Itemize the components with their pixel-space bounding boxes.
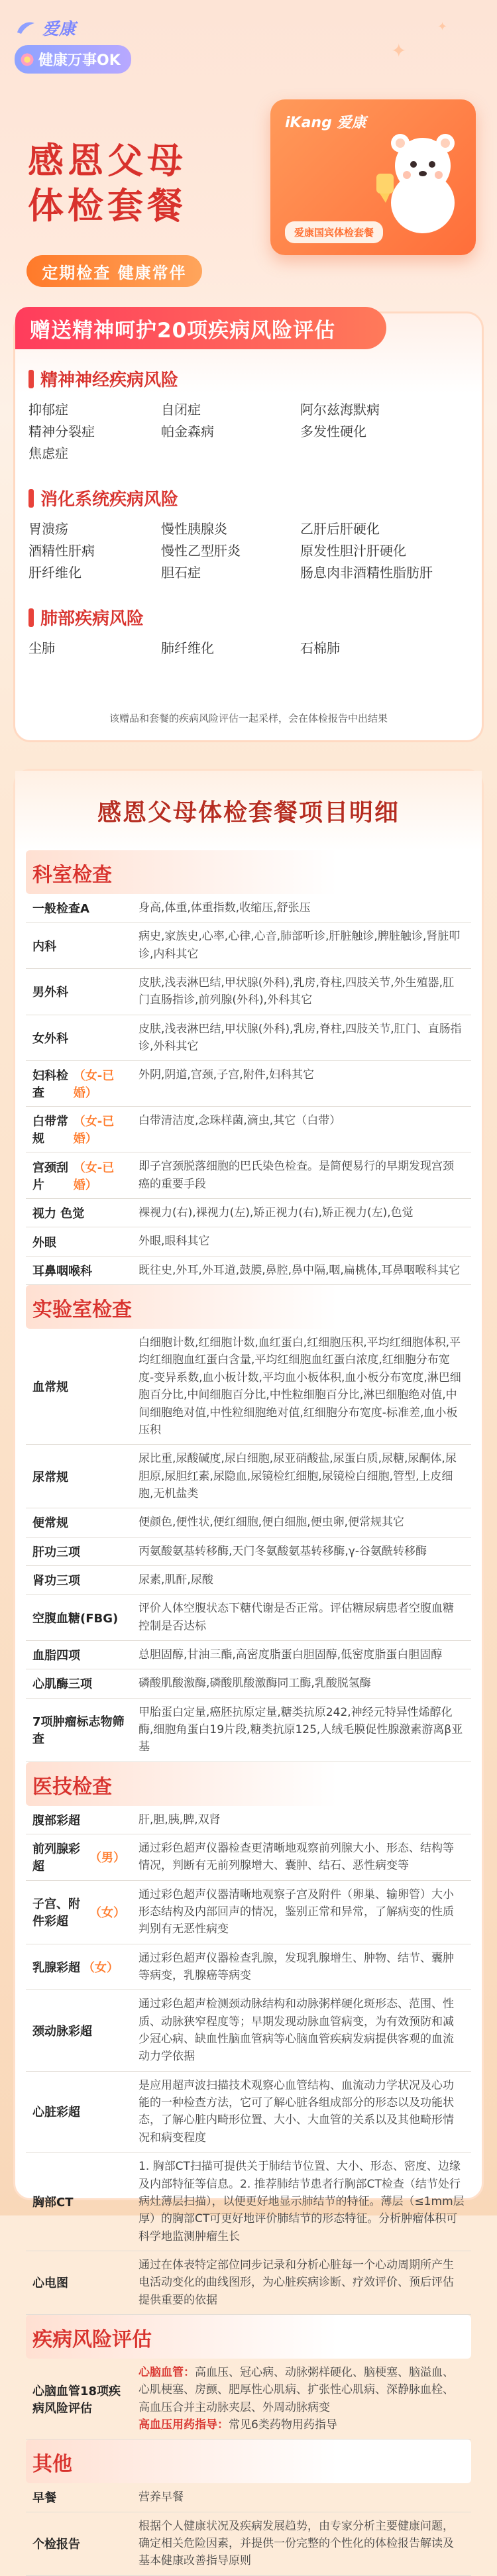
item-description: 裸视力(右),裸视力(左),矫正视力(右),矫正视力(左),色觉 <box>138 1206 414 1220</box>
risk-item: 酒精性肝病 <box>28 543 95 559</box>
item-description: 病史,家族史,心率,心律,心音,肺部听诊,肝脏触诊,脾脏触诊,肾脏叩诊,内科其它 <box>138 930 461 961</box>
table-row <box>26 1107 471 1152</box>
table-row <box>26 1061 471 1107</box>
risk-category-title <box>28 366 469 391</box>
risk-text: 常见6类药物用药指导 <box>229 2418 337 2432</box>
item-name-text: 妇科检查 <box>32 1069 68 1101</box>
table-row <box>26 1329 471 1445</box>
slogan-pill <box>15 45 131 74</box>
item-name <box>26 969 132 1015</box>
item-name <box>26 2483 132 2511</box>
item-description: 丙氨酸氨基转移酶,天门冬氨酸氨基转移酶,γ-谷氨酰转移酶 <box>138 1544 427 1558</box>
risk-assessment-panel <box>13 311 484 742</box>
item-name <box>26 1881 132 1944</box>
item-name-text: 心脏彩超 <box>32 2105 80 2120</box>
brand-name: 爱康 <box>42 19 76 38</box>
item-name <box>26 1508 132 1536</box>
item-description: 1. 胸部CT扫描可提供关于肺结节位置、大小、形态、密度、边缘及内部特征等信息。2. 推荐肺结节患者行胸部CT检查（结节处行病灶薄层扫描），以便更好地显示肺结节的特征。薄层（≤1mm层厚）的胸部CT可更好地评价肺结节的形态特征。分析肿瘤体积可科学地监测肿瘤生长 <box>138 2160 465 2243</box>
item-name-text: 女外科 <box>32 1032 68 1046</box>
table-row <box>26 2153 471 2251</box>
card-subtitle: 爱康国宾体检套餐 <box>285 221 383 243</box>
risk-item: 肠息肉非酒精性脂肪肝 <box>300 565 433 581</box>
item-description: 通过彩色超声仪器检查乳腺，发现乳腺增生、肿物、结节、囊肿等病变，乳腺癌等病变 <box>138 1951 454 1983</box>
item-name-text: 前列腺彩超 <box>32 1842 80 1874</box>
risk-item-grid <box>28 638 469 657</box>
item-name-text: 心脑血管18项疾病风险评估 <box>32 2384 121 2416</box>
item-name-text: 7项肿瘤标志物筛查 <box>32 1715 125 1747</box>
item-description: 磷酸肌酸激酶,磷酸肌酸激酶同工酶,乳酸脱氢酶 <box>138 1677 371 1691</box>
item-name-text: 尿常规 <box>32 1470 68 1484</box>
item-description: 既往史,外耳,外耳道,鼓膜,鼻腔,鼻中隔,咽,扁桃体,耳鼻咽喉科其它 <box>138 1263 461 1277</box>
risk-category-lung <box>28 605 469 657</box>
item-name <box>26 1227 132 1255</box>
item-name-text: 心电图 <box>32 2276 68 2291</box>
table-row <box>26 2512 471 2576</box>
table-row <box>26 1699 471 1762</box>
table-row <box>26 1806 471 1834</box>
table-row <box>26 1508 471 1537</box>
table-row <box>26 1015 471 1062</box>
category-bar-icon <box>28 489 34 508</box>
item-name <box>26 1595 132 1640</box>
risk-item: 胃溃疡 <box>28 521 68 537</box>
item-name-text: 外眼 <box>32 1235 56 1250</box>
item-name <box>26 1699 132 1762</box>
item-name <box>26 1566 132 1594</box>
table-row <box>26 1199 471 1227</box>
table-row <box>26 1641 471 1669</box>
item-name <box>26 1152 132 1198</box>
item-description: 外眼,眼科其它 <box>138 1235 210 1249</box>
table-row <box>26 1595 471 1641</box>
item-name-text: 早餐 <box>32 2491 56 2506</box>
category-title-text: 消化系统疾病风险 <box>40 490 179 510</box>
item-description: 肝,胆,胰,脾,双肾 <box>138 1813 221 1826</box>
gender-note: （男） <box>89 1851 125 1866</box>
item-name <box>26 1538 132 1565</box>
risk-item: 石棉肺 <box>300 640 340 656</box>
item-name-text: 乳腺彩超 <box>32 1961 80 1976</box>
table-row <box>26 1257 471 1285</box>
risk-item-grid <box>28 399 469 462</box>
item-name-text: 个检报告 <box>32 2538 80 2552</box>
item-name-text: 空腹血糖(FBG) <box>32 1611 119 1626</box>
brand-logo <box>15 16 131 40</box>
risk-category-title <box>28 486 469 510</box>
item-name <box>26 923 132 968</box>
detail-group <box>15 1285 482 1762</box>
item-name-text: 耳鼻咽喉科 <box>32 1264 92 1278</box>
risk-text: 高血压、冠心病、动脉粥样硬化、脑梗塞、脑溢血、心肌梗塞、房颤、肥厚性心肌病、扩张性心肌病、深静脉血栓、高血压合并主动脉夹层、外周动脉病变 <box>138 2365 454 2414</box>
risk-note: 该赠品和套餐的疾病风险评估一起采样，会在体检报告中出结果 <box>109 712 388 724</box>
item-description: 通过彩色超声检测颈动脉结构和动脉粥样硬化斑形态、范围、性质、动脉狭窄程度等；早期发现动脉血管病变，为有效预防和减少冠心病、缺血性脑血管病等心脑血管疾病发病提供客观的血流动力学依据 <box>138 1997 454 2064</box>
table-row <box>26 969 471 1015</box>
item-name <box>26 894 132 922</box>
item-description: 尿素,肌酐,尿酸 <box>138 1573 213 1587</box>
detail-group <box>15 2315 482 2439</box>
tagline-pill: 定期检查 健康常伴 <box>27 255 202 287</box>
item-name-text: 肝功三项 <box>32 1545 80 1559</box>
risk-item: 精神分裂症 <box>28 423 95 439</box>
item-description: 通过彩色超声仪器检查更清晰地观察前列腺大小、形态、结构等情况，判断有无前列腺增大、囊肿、结石、恶性病变等 <box>138 1842 454 1873</box>
item-name <box>26 1257 132 1284</box>
risk-item: 胆石症 <box>161 565 201 581</box>
category-bar-icon <box>28 608 34 627</box>
table-row <box>26 2359 471 2439</box>
item-description: 通过彩色超声仪器清晰地观察子宫及附件（卵巢、输卵管）大小形态结构及内部回声的情况，鉴别正常和异常，了解病变的性质判别有无恶性病变 <box>138 1887 454 1936</box>
item-name <box>26 1834 132 1880</box>
item-name <box>26 1015 132 1061</box>
risk-label: 心脑血管： <box>138 2365 195 2379</box>
item-name <box>26 1445 132 1508</box>
detail-group-title: 疾病风险评估 <box>26 2315 471 2359</box>
risk-item: 乙肝后肝硬化 <box>300 521 380 537</box>
item-name-text: 视力 色觉 <box>32 1207 85 1221</box>
detail-group <box>15 1762 482 2315</box>
item-name-text: 胸部CT <box>32 2196 74 2210</box>
item-name <box>26 2512 132 2575</box>
item-name <box>26 2072 132 2152</box>
item-name <box>26 1329 132 1444</box>
risk-item: 尘肺 <box>28 640 55 656</box>
package-card <box>270 99 476 255</box>
table-row <box>26 2483 471 2512</box>
item-name <box>26 1199 132 1227</box>
table-row <box>26 1944 471 1991</box>
gender-note: （女） <box>89 1906 125 1921</box>
risk-item: 自闭症 <box>161 402 201 418</box>
table-row <box>26 894 471 923</box>
slogan-text: 健康万事OK <box>38 52 121 69</box>
detail-group-title: 科室检查 <box>26 850 471 894</box>
item-name <box>26 1990 132 2070</box>
item-description: 即子宫颈脱落细胞的巴氏染色检查。是简便易行的早期发现宫颈癌的重要手段 <box>138 1160 454 1191</box>
detail-group-title: 其他 <box>26 2439 471 2483</box>
table-row <box>26 1669 471 1698</box>
risk-item: 抑郁症 <box>28 402 68 418</box>
flower-icon <box>20 52 34 67</box>
gender-note: （女-已婚） <box>73 1115 115 1147</box>
item-description: 外阴,阴道,宫颈,子宫,附件,妇科其它 <box>138 1068 315 1082</box>
bear-mascot-icon <box>371 125 470 241</box>
item-description: 是应用超声波扫描技术观察心血管结构、血流动力学状况及心功能的一种检查方法，它可了解心脏各组成部分的形态以及功能状态，了解心脏内畸形位置、大小、大血管的关系以及其他畸形情况和病变程度 <box>138 2078 454 2145</box>
item-name-text: 血常规 <box>32 1380 68 1395</box>
item-name-text: 便常规 <box>32 1516 68 1531</box>
risk-item-grid <box>28 518 469 581</box>
item-name <box>26 1107 132 1152</box>
item-name-text: 内科 <box>32 939 56 954</box>
item-name <box>26 2153 132 2251</box>
table-row <box>26 1227 471 1256</box>
category-title-text: 精神神经疾病风险 <box>40 370 179 390</box>
risk-item: 肝纤维化 <box>28 565 82 581</box>
item-name <box>26 2359 132 2439</box>
item-name <box>26 1944 132 1990</box>
item-description: 皮肤,浅表淋巴结,甲状腺(外科),乳房,脊柱,四肢关节,肛门、直肠指诊,外科其它 <box>138 1022 462 1054</box>
sparkle-icon: ✦ <box>437 20 448 34</box>
category-title-text: 肺部疾病风险 <box>40 609 144 629</box>
item-name <box>26 1641 132 1669</box>
table-row <box>26 1152 471 1199</box>
risk-category-digestive <box>28 486 469 581</box>
table-row <box>26 1881 471 1944</box>
item-name-text: 心肌酶三项 <box>32 1677 92 1692</box>
table-row <box>26 1445 471 1508</box>
item-name-text: 肾功三项 <box>32 1574 80 1589</box>
item-name-text: 颈动脉彩超 <box>32 2025 92 2039</box>
item-description: 便颜色,便性状,便红细胞,便白细胞,便虫卵,便常规其它 <box>138 1516 405 1530</box>
item-name-text: 男外科 <box>32 985 68 1000</box>
item-description: 白细胞计数,红细胞计数,血红蛋白,红细胞压积,平均红细胞体积,平均红细胞血红蛋白含量,平均红细胞血红蛋白浓度,红细胞分布宽度-变异系数,血小板计数,平均血小板体积,血小板分布宽度,淋巴细胞百分比,中间细胞百分比,中性粒细胞百分比,淋巴细胞绝对值,中间细胞绝对值,中性粒细胞绝对值,红细胞分布宽度-标准差,血小板压积 <box>138 1336 461 1437</box>
hero-banner <box>0 0 497 285</box>
table-row <box>26 1990 471 2071</box>
gender-note: （女-已婚） <box>73 1069 115 1101</box>
table-row <box>26 1834 471 1881</box>
item-name-text: 子宫、附件彩超 <box>32 1897 80 1929</box>
item-description: 皮肤,浅表淋巴结,甲状腺(外科),乳房,脊柱,四肢关节,外生殖器,肛门直肠指诊,前列腺(外科),外科其它 <box>138 976 455 1007</box>
risk-label: 高血压用药指导： <box>138 2418 229 2432</box>
detail-group <box>15 850 482 1285</box>
brand-block <box>15 16 131 74</box>
gender-note: （女-已婚） <box>73 1160 115 1192</box>
table-row <box>26 1538 471 1566</box>
item-name-text: 白带常规 <box>32 1115 68 1147</box>
item-description <box>132 2359 471 2439</box>
risk-category-title <box>28 605 469 630</box>
gender-note: （女） <box>83 1961 119 1976</box>
item-description: 甲胎蛋白定量,癌胚抗原定量,糖类抗原242,神经元特异性烯醇化酶,细胞角蛋白19片段,糖类抗原125,人绒毛膜促性腺激素游离β亚基 <box>138 1705 463 1754</box>
risk-ribbon: 赠送精神呵护20项疾病风险评估 <box>15 307 386 349</box>
detail-group-title: 医技检查 <box>26 1762 471 1806</box>
item-name <box>26 1669 132 1697</box>
page-title-line1: 感恩父母 <box>28 140 187 182</box>
item-name-text: 一般检查A <box>32 902 89 917</box>
detail-group <box>15 2439 482 2575</box>
item-name <box>26 1806 132 1834</box>
item-description: 根据个人健康状况及疾病发展趋势，由专家分析主要健康问题，确定相关危险因素，并提供一份完整的个性化的体检报告解读及基本健康改善指导原则 <box>138 2519 454 2568</box>
item-name-text: 腹部彩超 <box>32 1813 80 1828</box>
detail-panel <box>13 769 484 2568</box>
item-description: 营养早餐 <box>138 2491 184 2504</box>
item-description: 白带清洁度,念珠样菌,滴虫,其它（白带） <box>138 1114 341 1128</box>
category-bar-icon <box>28 370 34 388</box>
item-description: 身高,体重,体重指数,收缩压,舒张压 <box>138 901 311 915</box>
sparkle-icon: ✦ <box>391 40 407 62</box>
table-row <box>26 2251 471 2315</box>
risk-item: 焦虑症 <box>28 445 68 461</box>
detail-groups <box>15 850 482 2576</box>
item-name <box>26 2251 132 2314</box>
table-row <box>26 1566 471 1595</box>
risk-category-neuro <box>28 366 469 462</box>
table-row <box>26 923 471 969</box>
risk-item: 阿尔兹海默病 <box>300 402 380 418</box>
risk-item: 慢性乙型肝炎 <box>161 543 241 559</box>
page-title-line2: 体检套餐 <box>28 185 187 227</box>
item-description: 评价人体空腹状态下糖代谢是否正常。评估糖尿病患者空腹血糖控制是否达标 <box>138 1602 454 1633</box>
item-name-text: 宫颈刮片 <box>32 1160 68 1192</box>
item-description: 尿比重,尿酸碱度,尿白细胞,尿亚硝酸盐,尿蛋白质,尿糖,尿酮体,尿胆原,尿胆红素,尿隐血,尿镜检红细胞,尿镜检白细胞,管型,上皮细胞,无机盐类 <box>138 1452 457 1500</box>
detail-title: 感恩父母体检套餐项目明细 <box>15 771 482 850</box>
card-logo: iKang 爱康 <box>285 115 366 131</box>
risk-item: 多发性硬化 <box>300 423 366 439</box>
risk-item: 帕金森病 <box>161 423 214 439</box>
item-description: 总胆固醇,甘油三酯,高密度脂蛋白胆固醇,低密度脂蛋白胆固醇 <box>138 1648 443 1661</box>
item-name <box>26 1061 132 1106</box>
risk-item: 肺纤维化 <box>161 640 214 656</box>
table-row <box>26 2072 471 2153</box>
risk-item: 原发性胆汁肝硬化 <box>300 543 406 559</box>
item-name-text: 血脂四项 <box>32 1649 80 1663</box>
detail-group-title: 实验室检查 <box>26 1285 471 1329</box>
risk-item: 慢性胰腺炎 <box>161 521 227 537</box>
item-description: 通过在体表特定部位同步记录和分析心脏每一个心动周期所产生电活动变化的曲线图形，为心脏疾病诊断、疗效评价、预后评估提供重要的依据 <box>138 2258 454 2307</box>
ikang-logo-icon <box>15 19 37 36</box>
